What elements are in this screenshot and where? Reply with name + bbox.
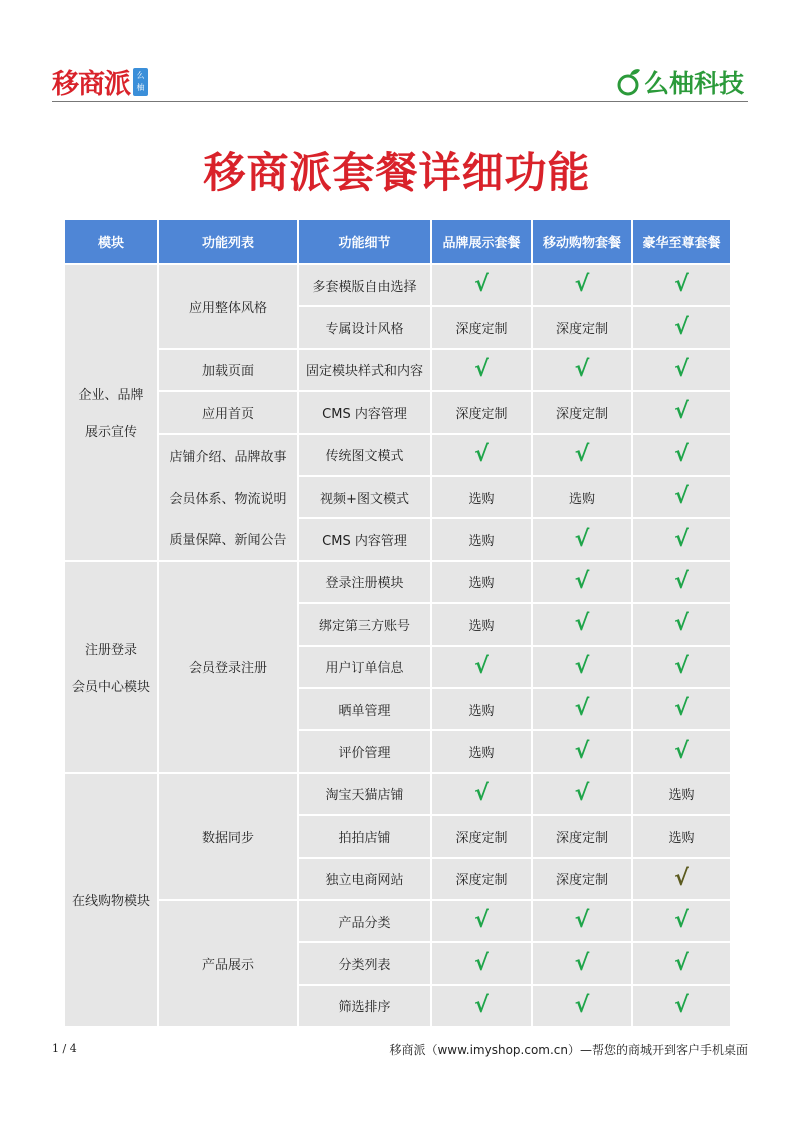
page-title: 移商派套餐详细功能 bbox=[203, 148, 591, 197]
check-mark-icon: √ bbox=[674, 653, 689, 679]
package-value-cell bbox=[633, 392, 730, 432]
package-value-cell bbox=[533, 562, 631, 602]
package-value-cell bbox=[533, 647, 631, 687]
check-mark-icon: √ bbox=[674, 356, 689, 382]
package-value-cell bbox=[432, 943, 531, 983]
check-mark-icon: √ bbox=[674, 272, 689, 298]
package-value-cell bbox=[633, 477, 730, 517]
package-value-cell bbox=[633, 350, 730, 390]
detail-cell: 绑定第三方账号 bbox=[299, 604, 430, 644]
package-value-text: 选购 bbox=[468, 534, 495, 550]
check-mark-icon: √ bbox=[674, 696, 689, 722]
detail-cell: 拍拍店铺 bbox=[299, 816, 430, 856]
check-mark-icon: √ bbox=[474, 992, 489, 1018]
check-mark-icon: √ bbox=[574, 908, 590, 934]
package-value-text: 选购 bbox=[468, 703, 495, 719]
package-value-cell bbox=[432, 477, 531, 517]
check-mark-icon: √ bbox=[674, 399, 689, 425]
check-mark-icon: √ bbox=[674, 611, 689, 637]
imyshop-logo bbox=[52, 62, 148, 101]
detail-cell: 晒单管理 bbox=[299, 689, 430, 729]
detail-cell: 传统图文模式 bbox=[299, 435, 430, 475]
package-value-cell bbox=[533, 435, 631, 475]
detail-cell: 视频+图文模式 bbox=[299, 477, 430, 517]
column-header: 功能列表 bbox=[159, 220, 297, 263]
package-value-cell bbox=[533, 943, 631, 983]
column-header: 模块 bbox=[65, 220, 157, 263]
module-cell bbox=[65, 562, 157, 772]
feature-cell: 产品展示 bbox=[159, 901, 297, 1026]
package-value-cell bbox=[533, 477, 631, 517]
package-value-cell bbox=[633, 731, 730, 771]
detail-cell: 固定模块样式和内容 bbox=[299, 350, 430, 390]
check-mark-icon: √ bbox=[574, 356, 590, 382]
package-value-cell bbox=[432, 392, 531, 432]
detail-cell: CMS 内容管理 bbox=[299, 392, 430, 432]
package-value-cell bbox=[432, 307, 531, 347]
package-value-text: 选购 bbox=[468, 618, 495, 634]
package-value-cell bbox=[633, 562, 730, 602]
feature-cell bbox=[159, 435, 297, 560]
check-mark-icon: √ bbox=[574, 441, 590, 467]
page-number: 1 / 4 bbox=[52, 1042, 77, 1055]
package-value-cell bbox=[533, 265, 631, 305]
check-mark-icon: √ bbox=[474, 780, 489, 806]
package-value-cell bbox=[432, 265, 531, 305]
package-value-text: 深度定制 bbox=[455, 873, 508, 889]
package-value-text: 深度定制 bbox=[555, 830, 608, 846]
column-header: 豪华至尊套餐 bbox=[633, 220, 730, 263]
package-value-text: 深度定制 bbox=[455, 322, 508, 338]
package-value-text: 选购 bbox=[668, 788, 695, 804]
package-value-text: 选购 bbox=[468, 491, 495, 507]
module-label bbox=[72, 890, 150, 909]
package-value-cell bbox=[633, 901, 730, 941]
package-value-cell bbox=[432, 986, 531, 1026]
module-label-line: 在线购物模块 bbox=[71, 894, 150, 910]
feature-label-line: 会员体系、物流说明 bbox=[169, 491, 287, 507]
package-value-cell bbox=[432, 689, 531, 729]
module-label-line: 企业、品牌 bbox=[78, 388, 144, 404]
package-feature-table bbox=[65, 220, 730, 1025]
detail-cell: 评价管理 bbox=[299, 731, 430, 771]
package-value-cell bbox=[533, 901, 631, 941]
check-mark-icon: √ bbox=[474, 908, 489, 934]
package-value-cell bbox=[432, 859, 531, 899]
package-value-cell bbox=[432, 562, 531, 602]
column-header: 功能细节 bbox=[299, 220, 430, 263]
package-value-cell bbox=[432, 816, 531, 856]
detail-cell: 独立电商网站 bbox=[299, 859, 430, 899]
package-value-cell bbox=[633, 265, 730, 305]
package-value-cell bbox=[533, 689, 631, 729]
package-value-cell bbox=[533, 350, 631, 390]
package-value-text: 深度定制 bbox=[555, 873, 608, 889]
module-cell bbox=[65, 774, 157, 1026]
detail-cell: 淘宝天猫店铺 bbox=[299, 774, 430, 814]
check-mark-icon: √ bbox=[574, 696, 590, 722]
package-value-text: 选购 bbox=[468, 576, 495, 592]
package-value-cell bbox=[633, 986, 730, 1026]
check-mark-icon: √ bbox=[574, 738, 590, 764]
package-value-cell bbox=[432, 519, 531, 559]
package-value-cell bbox=[533, 816, 631, 856]
check-mark-icon: √ bbox=[474, 653, 489, 679]
detail-cell: 专属设计风格 bbox=[299, 307, 430, 347]
check-mark-icon: √ bbox=[674, 950, 689, 976]
feature-cell: 加载页面 bbox=[159, 350, 297, 390]
package-value-cell bbox=[633, 435, 730, 475]
package-value-cell bbox=[633, 774, 730, 814]
package-value-cell bbox=[533, 774, 631, 814]
package-value-cell bbox=[432, 647, 531, 687]
package-value-text: 深度定制 bbox=[455, 830, 508, 846]
detail-cell: 登录注册模块 bbox=[299, 562, 430, 602]
check-mark-icon: √ bbox=[674, 441, 689, 467]
check-mark-icon: √ bbox=[574, 272, 590, 298]
module-label bbox=[78, 384, 143, 440]
package-value-cell bbox=[633, 647, 730, 687]
package-value-text: 深度定制 bbox=[455, 406, 508, 422]
check-mark-icon: √ bbox=[474, 356, 489, 382]
page-header bbox=[52, 58, 748, 102]
package-value-cell bbox=[633, 307, 730, 347]
meyou-logo bbox=[616, 64, 744, 100]
detail-cell: 筛选排序 bbox=[299, 986, 430, 1026]
feature-label-line: 店铺介绍、品牌故事 bbox=[169, 449, 287, 465]
detail-cell: 多套模版自由选择 bbox=[299, 265, 430, 305]
footer-text: 移商派（www.imyshop.com.cn）—帮您的商城开到客户手机桌面 bbox=[389, 1043, 748, 1057]
package-value-cell bbox=[633, 943, 730, 983]
check-mark-icon: √ bbox=[474, 950, 489, 976]
check-mark-icon: √ bbox=[674, 526, 689, 552]
package-value-cell bbox=[633, 519, 730, 559]
package-value-cell bbox=[533, 731, 631, 771]
detail-cell: 产品分类 bbox=[299, 901, 430, 941]
package-value-cell bbox=[633, 816, 730, 856]
check-mark-icon: √ bbox=[574, 526, 590, 552]
column-header: 品牌展示套餐 bbox=[432, 220, 531, 263]
logo-left-tag: 么柚 bbox=[133, 68, 148, 96]
check-mark-icon: √ bbox=[574, 780, 590, 806]
check-mark-icon: √ bbox=[674, 865, 689, 891]
package-value-cell bbox=[533, 519, 631, 559]
package-value-cell bbox=[432, 901, 531, 941]
feature-cell: 应用首页 bbox=[159, 392, 297, 432]
package-value-cell bbox=[533, 859, 631, 899]
check-mark-icon: √ bbox=[574, 950, 590, 976]
module-label-line: 展示宣传 bbox=[84, 425, 137, 441]
check-mark-icon: √ bbox=[474, 272, 489, 298]
package-value-cell bbox=[533, 307, 631, 347]
feature-cell: 应用整体风格 bbox=[159, 265, 297, 348]
feature-cell: 数据同步 bbox=[159, 774, 297, 899]
check-mark-icon: √ bbox=[674, 738, 689, 764]
package-value-cell bbox=[432, 731, 531, 771]
column-header: 移动购物套餐 bbox=[533, 220, 631, 263]
package-value-cell bbox=[633, 604, 730, 644]
check-mark-icon: √ bbox=[474, 441, 489, 467]
detail-cell: 用户订单信息 bbox=[299, 647, 430, 687]
package-value-text: 选购 bbox=[468, 746, 495, 762]
check-mark-icon: √ bbox=[574, 653, 590, 679]
package-value-cell bbox=[432, 604, 531, 644]
detail-cell: 分类列表 bbox=[299, 943, 430, 983]
check-mark-icon: √ bbox=[574, 611, 590, 637]
check-mark-icon: √ bbox=[674, 568, 689, 594]
feature-cell: 会员登录注册 bbox=[159, 562, 297, 772]
module-label bbox=[72, 639, 150, 695]
check-mark-icon: √ bbox=[674, 484, 689, 510]
module-cell bbox=[65, 265, 157, 560]
package-value-text: 选购 bbox=[668, 830, 695, 846]
package-value-cell bbox=[533, 392, 631, 432]
package-value-cell bbox=[633, 689, 730, 729]
feature-label-line: 质量保障、新闻公告 bbox=[169, 533, 287, 549]
package-value-cell bbox=[432, 774, 531, 814]
check-mark-icon: √ bbox=[574, 568, 590, 594]
check-mark-icon: √ bbox=[674, 992, 689, 1018]
package-value-cell bbox=[533, 604, 631, 644]
package-value-text: 深度定制 bbox=[555, 406, 608, 422]
package-value-cell bbox=[533, 986, 631, 1026]
module-label-line: 会员中心模块 bbox=[71, 679, 150, 695]
package-value-cell bbox=[432, 435, 531, 475]
package-value-cell bbox=[432, 350, 531, 390]
module-label-line: 注册登录 bbox=[84, 642, 137, 658]
package-value-text: 选购 bbox=[568, 491, 595, 507]
package-value-cell bbox=[633, 859, 730, 899]
check-mark-icon: √ bbox=[674, 908, 689, 934]
check-mark-icon: √ bbox=[574, 992, 590, 1018]
package-value-text: 深度定制 bbox=[555, 322, 608, 338]
logo-left-brand: 移商派 bbox=[52, 69, 130, 100]
check-mark-icon: √ bbox=[674, 314, 689, 340]
detail-cell: CMS 内容管理 bbox=[299, 519, 430, 559]
logo-right-brand: 么柚科技 bbox=[643, 69, 744, 98]
fruit-icon bbox=[616, 67, 642, 97]
